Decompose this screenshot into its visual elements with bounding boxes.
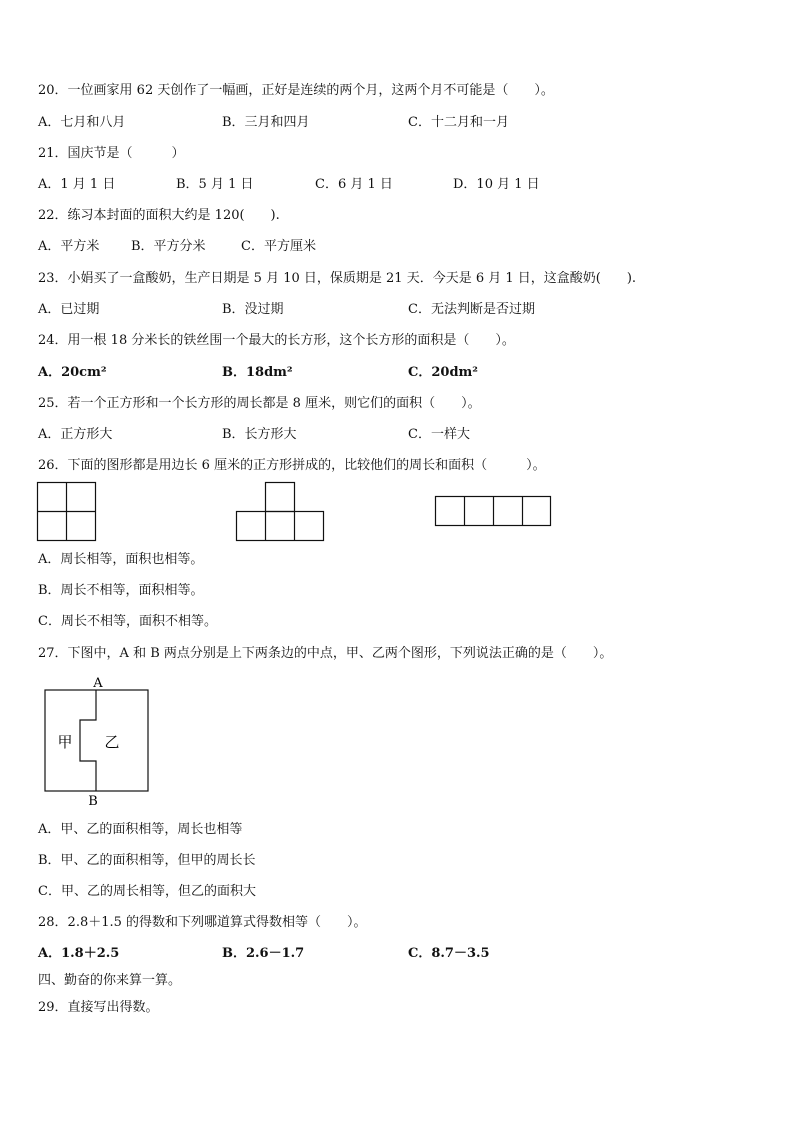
- question-21-option-d: D．10 月 1 日: [453, 177, 540, 192]
- question-20-option-c: C．十二月和一月: [408, 115, 509, 130]
- question-21-option-a: A．1 月 1 日: [38, 177, 116, 192]
- question-27-option-c: C．甲、乙的周长相等，但乙的面积大: [38, 884, 256, 899]
- question-23-option-c: C．无法判断是否过期: [408, 302, 535, 317]
- question-26-option-b: B．周长不相等，面积相等。: [38, 583, 204, 598]
- question-21-option-b: B．5 月 1 日: [176, 177, 254, 192]
- question-23-option-b: B．没过期: [222, 302, 284, 317]
- question-25-option-b: B．长方形大: [222, 427, 297, 442]
- figure-label-a: A: [93, 676, 103, 691]
- question-20-option-a: A．七月和八月: [38, 115, 126, 130]
- question-26-option-a: A．周长相等，面积也相等。: [38, 552, 204, 567]
- question-24-option-c: C．20dm²: [408, 365, 478, 380]
- question-20-option-b: B．三月和四月: [222, 115, 310, 130]
- question-22-option-a: A．平方米: [38, 239, 100, 254]
- question-26-option-c: C．周长不相等，面积不相等。: [38, 614, 217, 629]
- question-22-stem: 22．练习本封面的面积大约是 120( ).: [38, 208, 280, 223]
- question-27-option-b: B．甲、乙的面积相等，但甲的周长长: [38, 853, 256, 868]
- question-24-stem: 24．用一根 18 分米长的铁丝围一个最大的长方形，这个长方形的面积是（ ）。: [38, 333, 515, 348]
- question-29-stem: 29．直接写出得数。: [38, 1000, 159, 1015]
- question-20-stem: 20．一位画家用 62 天创作了一幅画，正好是连续的两个月，这两个月不可能是（ ）。: [38, 83, 554, 98]
- question-23-option-a: A．已过期: [38, 302, 100, 317]
- question-22-option-c: C．平方厘米: [241, 239, 316, 254]
- figure-split-rectangle: [40, 673, 155, 811]
- figure-2x2-squares: [36, 481, 98, 543]
- figure-row-of-four-squares: [434, 495, 554, 528]
- question-27-stem: 27．下图中，A 和 B 两点分别是上下两条边的中点，甲、乙两个图形，下列说法正确的是（ ）。: [38, 646, 613, 661]
- question-27-option-a: A．甲、乙的面积相等，周长也相等: [38, 822, 243, 837]
- section-4-heading: 四、勤奋的你来算一算。: [38, 973, 182, 988]
- question-25-stem: 25．若一个正方形和一个长方形的周长都是 8 厘米，则它们的面积（ ）。: [38, 396, 481, 411]
- question-28-stem: 28．2.8＋1.5 的得数和下列哪道算式得数相等（ ）。: [38, 915, 367, 930]
- question-26-stem: 26．下面的图形都是用边长 6 厘米的正方形拼成的，比较他们的周长和面积（ ）。: [38, 458, 546, 473]
- question-28-option-b: B．2.6－1.7: [222, 946, 305, 961]
- figure-label-b: B: [88, 794, 98, 809]
- question-23-stem: 23．小娟买了一盒酸奶，生产日期是 5 月 10 日，保质期是 21 天．今天是 6 月 1 日，这盒酸奶( ).: [38, 271, 637, 286]
- question-25-option-a: A．正方形大: [38, 427, 113, 442]
- figure-label-yi: 乙: [104, 733, 120, 751]
- question-22-option-b: B．平方分米: [131, 239, 206, 254]
- question-28-option-a: A．1.8＋2.5: [38, 946, 120, 961]
- question-24-option-b: B．18dm²: [222, 365, 293, 380]
- question-21-option-c: C．6 月 1 日: [315, 177, 393, 192]
- question-25-option-c: C．一样大: [408, 427, 470, 442]
- question-28-option-c: C．8.7－3.5: [408, 946, 490, 961]
- question-21-stem: 21．国庆节是（ ）: [38, 146, 185, 161]
- question-24-option-a: A．20cm²: [38, 365, 107, 380]
- figure-label-jia: 甲: [57, 733, 73, 751]
- figure-t-shape-squares: [235, 481, 327, 543]
